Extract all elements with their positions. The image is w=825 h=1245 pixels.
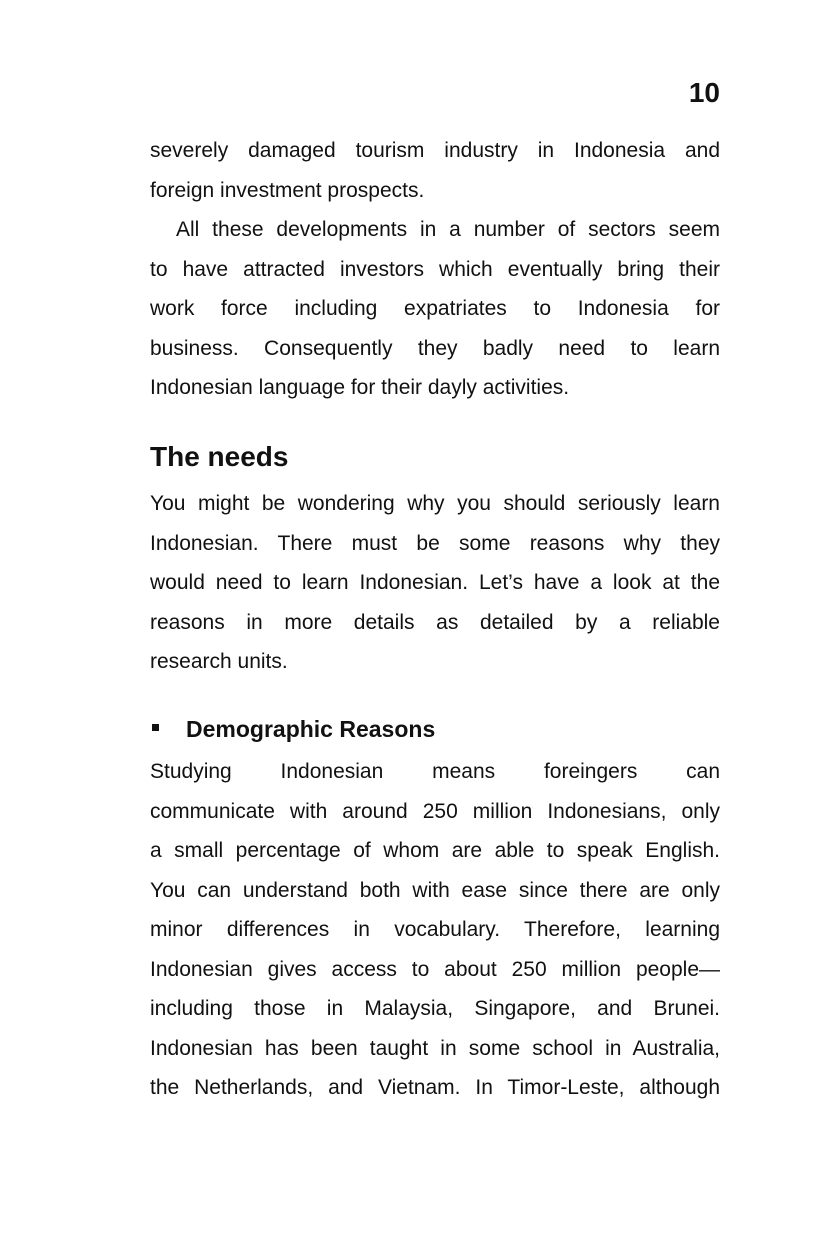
text-line: minor differences in vocabulary. Therefore, learning [150, 918, 720, 941]
text-line: Studying Indonesian means foreingers can [150, 760, 720, 783]
section-heading: The needs [150, 441, 289, 472]
text-line: would need to learn Indonesian. Let’s have a look at the [150, 571, 720, 594]
text-line: business. Consequently they badly need to learn [150, 336, 720, 360]
paragraph-needs [150, 484, 720, 682]
text-line: work force including expatriates to Indonesia for [150, 297, 720, 320]
text-line: You might be wondering why you should seriously learn [150, 492, 720, 515]
text-line: You can understand both with ease since there are only [150, 878, 720, 902]
paragraph-demographic [150, 752, 720, 1108]
text-line: communicate with around 250 million Indonesians, only [150, 799, 720, 823]
text-line: to have attracted investors which eventually bring their [150, 257, 720, 281]
text-line: research units. [150, 650, 288, 673]
text-line: Indonesian has been taught in some school in Australia, [150, 1036, 720, 1060]
text-line: Indonesian. There must be some reasons why they [150, 531, 720, 555]
text-line: the Netherlands, and Vietnam. In Timor-Leste, although [150, 1076, 720, 1099]
subsection-heading [150, 714, 720, 744]
text-line: foreign investment prospects. [150, 178, 425, 202]
page-number: 10 [688, 77, 720, 108]
text-line: a small percentage of whom are able to speak English. [150, 839, 720, 862]
paragraph-continuation [150, 131, 720, 210]
text-line: including those in Malaysia, Singapore, and Brunei. [150, 997, 720, 1020]
text-line: severely damaged tourism industry in Indonesia and [150, 139, 720, 162]
text-line: reasons in more details as detailed by a reliable [150, 610, 720, 634]
text-line: All these developments in a number of sectors seem [176, 218, 720, 241]
text-line: Indonesian gives access to about 250 million people— [150, 957, 720, 981]
paragraph-developments [150, 210, 720, 408]
subsection-title: Demographic Reasons [186, 716, 436, 742]
bullet-icon [152, 724, 159, 731]
text-line: Indonesian language for their dayly activities. [150, 376, 570, 399]
